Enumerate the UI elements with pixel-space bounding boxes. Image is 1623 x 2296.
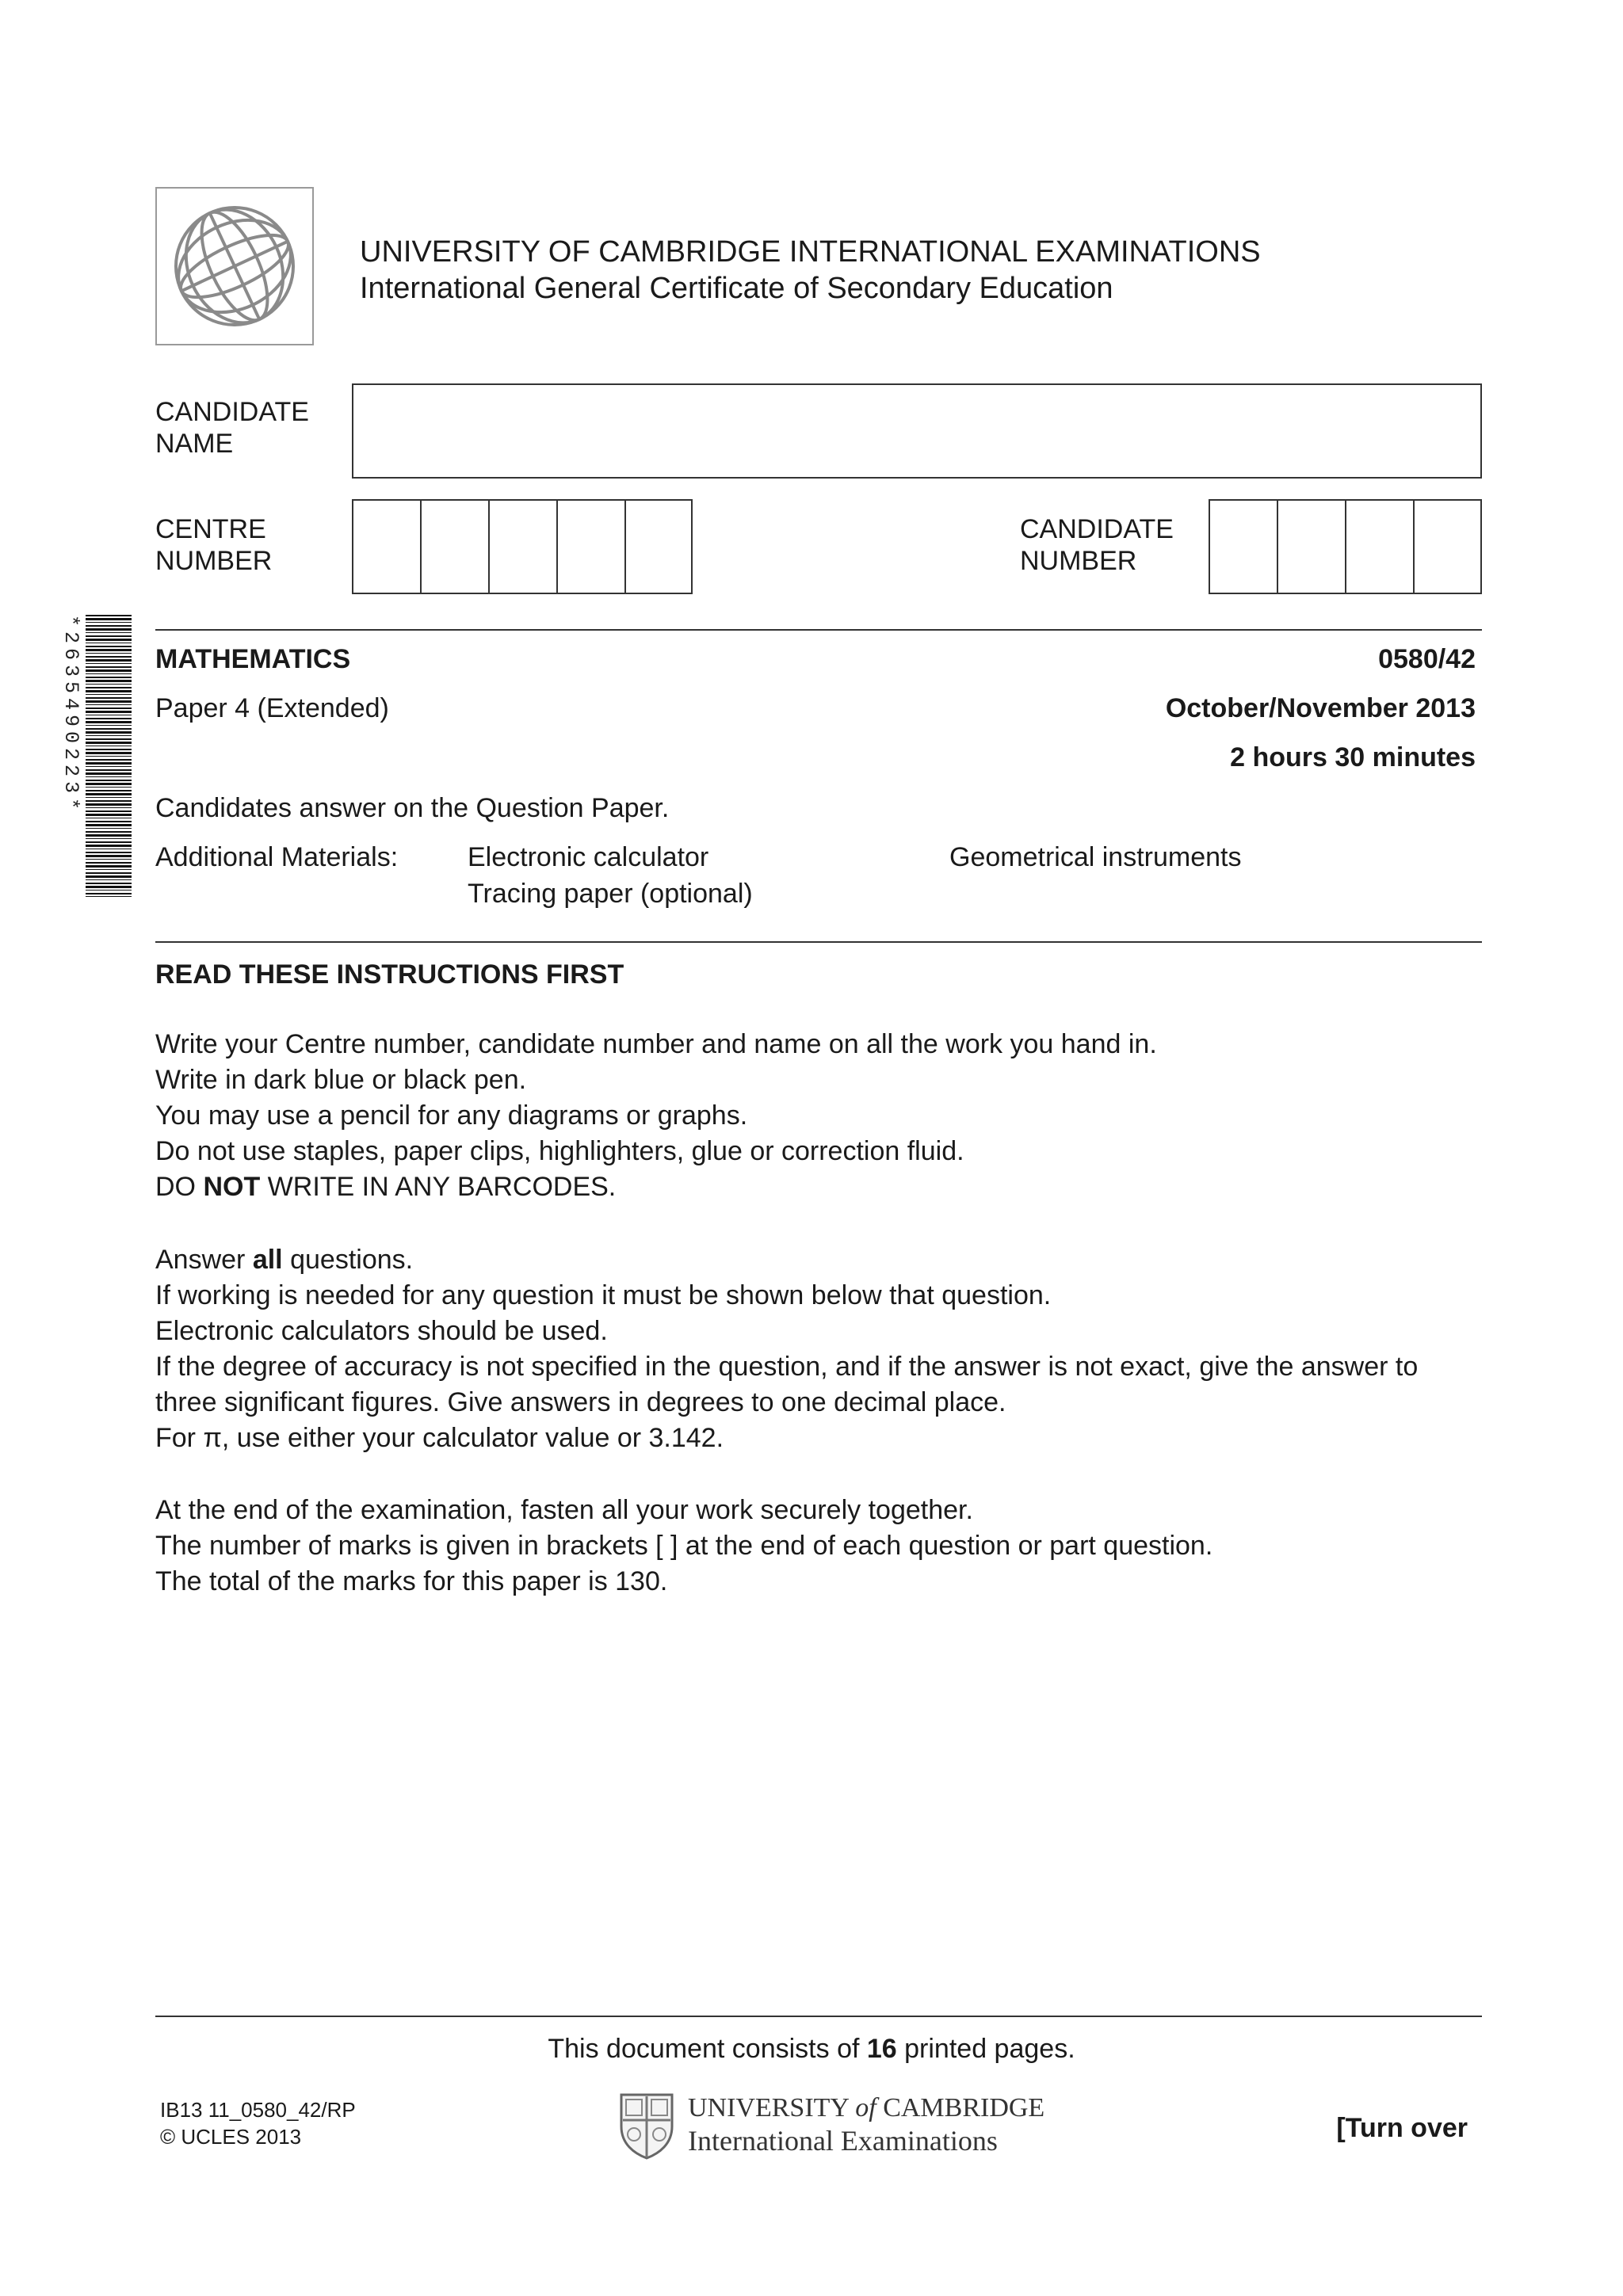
barcode-bars bbox=[86, 615, 132, 897]
materials-label: Additional Materials: bbox=[155, 842, 399, 872]
materials-item: Electronic calculator bbox=[468, 842, 709, 872]
divider-bottom bbox=[155, 2016, 1482, 2017]
instruction-line: You may use a pencil for any diagrams or graphs. bbox=[155, 1100, 748, 1131]
instruction-line: DO NOT WRITE IN ANY BARCODES. bbox=[155, 1172, 617, 1202]
instruction-line: The total of the marks for this paper is 130. bbox=[155, 1566, 668, 1596]
instructions-block-answering bbox=[155, 1242, 1418, 1456]
divider-middle bbox=[155, 941, 1482, 943]
paper-code: 0580/42 bbox=[1378, 644, 1476, 674]
centre-number-label: CENTRE NUMBER bbox=[155, 514, 273, 576]
divider-top bbox=[155, 629, 1482, 631]
candidate-name-label: CANDIDATE NAME bbox=[155, 397, 309, 459]
centre-number-field[interactable] bbox=[352, 499, 693, 594]
globe-icon bbox=[157, 189, 312, 344]
candidate-number-field[interactable] bbox=[1209, 499, 1482, 594]
instruction-line: For π, use either your calculator value or 3.142. bbox=[155, 1423, 724, 1453]
instruction-line: If the degree of accuracy is not specified in the question, and if the answer is not exact, give the answer to bbox=[155, 1352, 1419, 1382]
candidate-number-digit-box[interactable] bbox=[1210, 501, 1278, 593]
candidate-name-field[interactable] bbox=[352, 383, 1482, 479]
exam-session: October/November 2013 bbox=[1165, 693, 1476, 723]
candidate-number-digit-box[interactable] bbox=[1278, 501, 1346, 593]
cambridge-logo-line2: International Examinations bbox=[688, 2125, 998, 2157]
cambridge-logo-line1: UNIVERSITY of CAMBRIDGE bbox=[688, 2093, 1045, 2122]
exam-duration: 2 hours 30 minutes bbox=[1230, 742, 1476, 772]
copyright: © UCLES 2013 bbox=[160, 2125, 302, 2149]
instruction-line: If working is needed for any question it must be shown below that question. bbox=[155, 1280, 1052, 1310]
candidate-number-label: CANDIDATE NUMBER bbox=[1020, 514, 1174, 576]
crest-icon bbox=[618, 2092, 675, 2160]
turn-over-label: [Turn over bbox=[1336, 2113, 1468, 2143]
qualification-name: International General Certificate of Secondary Education bbox=[360, 272, 1113, 305]
instructions-block-end bbox=[155, 1493, 1212, 1600]
subject-title: MATHEMATICS bbox=[155, 644, 351, 674]
instruction-line: Do not use staples, paper clips, highlighters, glue or correction fluid. bbox=[155, 1136, 964, 1166]
instruction-line: Electronic calculators should be used. bbox=[155, 1316, 608, 1346]
instructions-heading: READ THESE INSTRUCTIONS FIRST bbox=[155, 959, 624, 990]
instruction-line: three significant figures. Give answers in degrees to one decimal place. bbox=[155, 1387, 1006, 1417]
centre-number-digit-box[interactable] bbox=[353, 501, 422, 593]
cambridge-logo bbox=[618, 2092, 1045, 2160]
barcode bbox=[57, 615, 136, 900]
barcode-digits: *2635490223* bbox=[59, 615, 82, 815]
instruction-line: Answer all questions. bbox=[155, 1245, 414, 1275]
page-count-note: This document consists of 16 printed pages. bbox=[548, 2034, 1075, 2064]
instruction-line: The number of marks is given in brackets [ ] at the end of each question or part question. bbox=[155, 1531, 1213, 1561]
centre-number-digit-box[interactable] bbox=[490, 501, 558, 593]
instruction-line: Write in dark blue or black pen. bbox=[155, 1065, 527, 1095]
centre-number-digit-box[interactable] bbox=[626, 501, 691, 593]
reference-code: IB13 11_0580_42/RP bbox=[160, 2098, 356, 2122]
paper-title: Paper 4 (Extended) bbox=[155, 693, 389, 723]
candidate-number-digit-box[interactable] bbox=[1346, 501, 1415, 593]
exam-board-logo bbox=[155, 187, 314, 345]
centre-number-digit-box[interactable] bbox=[422, 501, 490, 593]
materials-item: Tracing paper (optional) bbox=[468, 879, 753, 909]
instructions-block-general bbox=[155, 1027, 1157, 1205]
centre-number-digit-box[interactable] bbox=[558, 501, 626, 593]
answer-note: Candidates answer on the Question Paper. bbox=[155, 793, 670, 823]
instruction-line: Write your Centre number, candidate number and name on all the work you hand in. bbox=[155, 1029, 1157, 1059]
institution-name: UNIVERSITY OF CAMBRIDGE INTERNATIONAL EXAMINATIONS bbox=[360, 235, 1261, 269]
candidate-number-digit-box[interactable] bbox=[1415, 501, 1480, 593]
instruction-line: At the end of the examination, fasten all your work securely together. bbox=[155, 1495, 973, 1525]
materials-item: Geometrical instruments bbox=[949, 842, 1242, 872]
